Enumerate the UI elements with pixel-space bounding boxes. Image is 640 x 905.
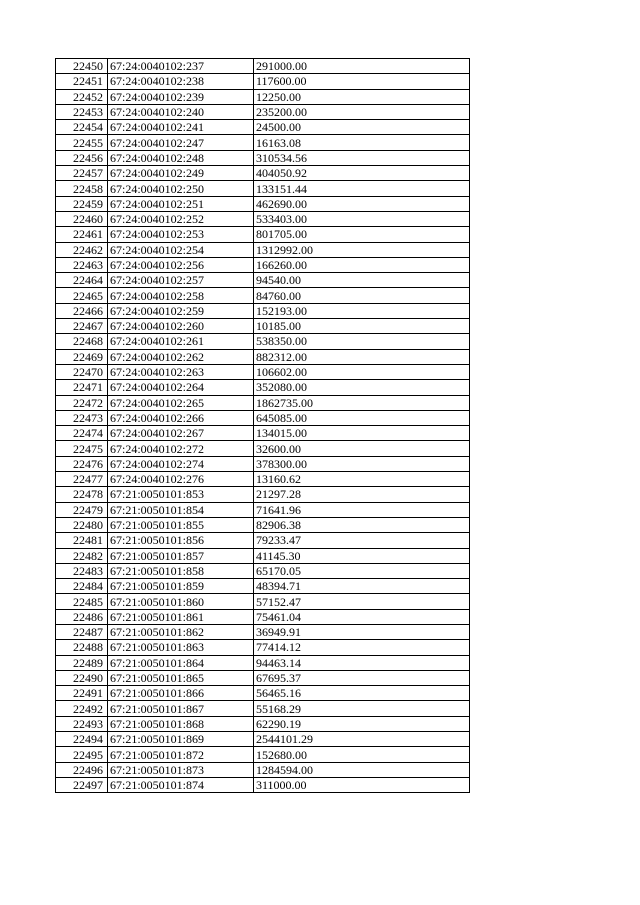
- value-cell: 378300.00: [254, 456, 470, 471]
- cadastral-number-cell: 67:21:0050101:858: [108, 563, 254, 578]
- cadastral-number-cell: 67:24:0040102:250: [108, 181, 254, 196]
- cadastral-number-cell: 67:21:0050101:861: [108, 609, 254, 624]
- value-cell: 65170.05: [254, 563, 470, 578]
- cadastral-number-cell: 67:21:0050101:869: [108, 732, 254, 747]
- row-number-cell: 22461: [56, 227, 108, 242]
- value-cell: 152680.00: [254, 747, 470, 762]
- table-row: [56, 410, 470, 425]
- table-row: [56, 441, 470, 456]
- cadastral-number-cell: 67:21:0050101:867: [108, 701, 254, 716]
- table-row: [56, 288, 470, 303]
- cadastral-number-cell: 67:24:0040102:241: [108, 120, 254, 135]
- row-number-cell: 22494: [56, 732, 108, 747]
- table-row: [56, 533, 470, 548]
- row-number-cell: 22487: [56, 624, 108, 639]
- table-row: [56, 380, 470, 395]
- table-row: [56, 609, 470, 624]
- row-number-cell: 22458: [56, 181, 108, 196]
- cadastral-number-cell: 67:24:0040102:249: [108, 166, 254, 181]
- value-cell: 645085.00: [254, 410, 470, 425]
- table-row: [56, 59, 470, 74]
- table-row: [56, 120, 470, 135]
- row-number-cell: 22454: [56, 120, 108, 135]
- value-cell: 55168.29: [254, 701, 470, 716]
- row-number-cell: 22459: [56, 196, 108, 211]
- row-number-cell: 22485: [56, 594, 108, 609]
- row-number-cell: 22495: [56, 747, 108, 762]
- table-row: [56, 196, 470, 211]
- value-cell: 77414.12: [254, 640, 470, 655]
- cadastral-number-cell: 67:21:0050101:863: [108, 640, 254, 655]
- cadastral-number-cell: 67:24:0040102:260: [108, 319, 254, 334]
- value-cell: 404050.92: [254, 166, 470, 181]
- row-number-cell: 22479: [56, 502, 108, 517]
- table-row: [56, 273, 470, 288]
- cadastral-number-cell: 67:21:0050101:866: [108, 686, 254, 701]
- table-row: [56, 349, 470, 364]
- table-row: [56, 104, 470, 119]
- table-row: [56, 686, 470, 701]
- cadastral-number-cell: 67:21:0050101:860: [108, 594, 254, 609]
- table-row: [56, 227, 470, 242]
- cadastral-number-cell: 67:24:0040102:264: [108, 380, 254, 395]
- table-row: [56, 487, 470, 502]
- table-row: [56, 211, 470, 226]
- value-cell: 882312.00: [254, 349, 470, 364]
- table-row: [56, 242, 470, 257]
- cadastral-number-cell: 67:21:0050101:854: [108, 502, 254, 517]
- value-cell: 235200.00: [254, 104, 470, 119]
- row-number-cell: 22462: [56, 242, 108, 257]
- table-row: [56, 548, 470, 563]
- cadastral-number-cell: 67:24:0040102:258: [108, 288, 254, 303]
- row-number-cell: 22482: [56, 548, 108, 563]
- value-cell: 2544101.29: [254, 732, 470, 747]
- table-row: [56, 594, 470, 609]
- cadastral-number-cell: 67:21:0050101:864: [108, 655, 254, 670]
- row-number-cell: 22497: [56, 777, 108, 792]
- value-cell: 67695.37: [254, 670, 470, 685]
- cadastral-number-cell: 67:24:0040102:272: [108, 441, 254, 456]
- row-number-cell: 22452: [56, 89, 108, 104]
- cadastral-number-cell: 67:24:0040102:237: [108, 59, 254, 74]
- value-cell: 75461.04: [254, 609, 470, 624]
- cadastral-number-cell: 67:24:0040102:240: [108, 104, 254, 119]
- row-number-cell: 22473: [56, 410, 108, 425]
- value-cell: 1312992.00: [254, 242, 470, 257]
- table-row: [56, 319, 470, 334]
- cadastral-number-cell: 67:24:0040102:247: [108, 135, 254, 150]
- cadastral-number-cell: 67:24:0040102:266: [108, 410, 254, 425]
- value-cell: 1862735.00: [254, 395, 470, 410]
- cadastral-number-cell: 67:24:0040102:251: [108, 196, 254, 211]
- value-cell: 352080.00: [254, 380, 470, 395]
- table-row: [56, 334, 470, 349]
- row-number-cell: 22472: [56, 395, 108, 410]
- row-number-cell: 22492: [56, 701, 108, 716]
- cadastral-number-cell: 67:24:0040102:267: [108, 426, 254, 441]
- value-cell: 82906.38: [254, 517, 470, 532]
- value-cell: 10185.00: [254, 319, 470, 334]
- table-row: [56, 624, 470, 639]
- row-number-cell: 22467: [56, 319, 108, 334]
- cadastral-number-cell: 67:24:0040102:257: [108, 273, 254, 288]
- table-row: [56, 257, 470, 272]
- value-cell: 117600.00: [254, 74, 470, 89]
- table-row: [56, 472, 470, 487]
- table-row: [56, 579, 470, 594]
- cadastral-number-cell: 67:24:0040102:259: [108, 303, 254, 318]
- value-cell: 84760.00: [254, 288, 470, 303]
- cadastral-number-cell: 67:21:0050101:872: [108, 747, 254, 762]
- row-number-cell: 22456: [56, 150, 108, 165]
- row-number-cell: 22489: [56, 655, 108, 670]
- table-row: [56, 563, 470, 578]
- cadastral-number-cell: 67:24:0040102:248: [108, 150, 254, 165]
- row-number-cell: 22464: [56, 273, 108, 288]
- value-cell: 62290.19: [254, 716, 470, 731]
- row-number-cell: 22493: [56, 716, 108, 731]
- cadastral-number-cell: 67:24:0040102:254: [108, 242, 254, 257]
- table-row: [56, 655, 470, 670]
- value-cell: 134015.00: [254, 426, 470, 441]
- table-row: [56, 670, 470, 685]
- value-cell: 106602.00: [254, 364, 470, 379]
- table-row: [56, 135, 470, 150]
- cadastral-number-cell: 67:21:0050101:874: [108, 777, 254, 792]
- cadastral-number-cell: 67:21:0050101:865: [108, 670, 254, 685]
- value-cell: 56465.16: [254, 686, 470, 701]
- row-number-cell: 22488: [56, 640, 108, 655]
- table-row: [56, 732, 470, 747]
- cadastral-number-cell: 67:24:0040102:263: [108, 364, 254, 379]
- value-cell: 21297.28: [254, 487, 470, 502]
- row-number-cell: 22496: [56, 762, 108, 777]
- cadastral-number-cell: 67:21:0050101:868: [108, 716, 254, 731]
- value-cell: 311000.00: [254, 777, 470, 792]
- value-cell: 71641.96: [254, 502, 470, 517]
- table-row: [56, 640, 470, 655]
- cadastral-number-cell: 67:21:0050101:859: [108, 579, 254, 594]
- row-number-cell: 22451: [56, 74, 108, 89]
- table-row: [56, 456, 470, 471]
- value-cell: 94463.14: [254, 655, 470, 670]
- cadastral-number-cell: 67:24:0040102:276: [108, 472, 254, 487]
- cadastral-number-cell: 67:21:0050101:856: [108, 533, 254, 548]
- value-cell: 1284594.00: [254, 762, 470, 777]
- table-row: [56, 777, 470, 792]
- value-cell: 291000.00: [254, 59, 470, 74]
- cadastral-number-cell: 67:24:0040102:252: [108, 211, 254, 226]
- table-row: [56, 150, 470, 165]
- row-number-cell: 22491: [56, 686, 108, 701]
- value-cell: 152193.00: [254, 303, 470, 318]
- value-cell: 462690.00: [254, 196, 470, 211]
- row-number-cell: 22460: [56, 211, 108, 226]
- row-number-cell: 22455: [56, 135, 108, 150]
- value-cell: 12250.00: [254, 89, 470, 104]
- value-cell: 310534.56: [254, 150, 470, 165]
- cadastral-number-cell: 67:24:0040102:253: [108, 227, 254, 242]
- row-number-cell: 22450: [56, 59, 108, 74]
- cadastral-number-cell: 67:21:0050101:853: [108, 487, 254, 502]
- table-row: [56, 426, 470, 441]
- cadastral-number-cell: 67:24:0040102:261: [108, 334, 254, 349]
- row-number-cell: 22453: [56, 104, 108, 119]
- table-row: [56, 762, 470, 777]
- records-table-body: [56, 59, 470, 793]
- value-cell: 57152.47: [254, 594, 470, 609]
- row-number-cell: 22471: [56, 380, 108, 395]
- row-number-cell: 22470: [56, 364, 108, 379]
- table-row: [56, 395, 470, 410]
- cadastral-number-cell: 67:24:0040102:238: [108, 74, 254, 89]
- cadastral-number-cell: 67:24:0040102:274: [108, 456, 254, 471]
- row-number-cell: 22475: [56, 441, 108, 456]
- value-cell: 36949.91: [254, 624, 470, 639]
- table-row: [56, 181, 470, 196]
- row-number-cell: 22466: [56, 303, 108, 318]
- row-number-cell: 22477: [56, 472, 108, 487]
- table-row: [56, 166, 470, 181]
- value-cell: 13160.62: [254, 472, 470, 487]
- value-cell: 94540.00: [254, 273, 470, 288]
- row-number-cell: 22474: [56, 426, 108, 441]
- value-cell: 538350.00: [254, 334, 470, 349]
- cadastral-number-cell: 67:24:0040102:256: [108, 257, 254, 272]
- value-cell: 133151.44: [254, 181, 470, 196]
- row-number-cell: 22457: [56, 166, 108, 181]
- row-number-cell: 22480: [56, 517, 108, 532]
- row-number-cell: 22483: [56, 563, 108, 578]
- cadastral-number-cell: 67:24:0040102:262: [108, 349, 254, 364]
- row-number-cell: 22484: [56, 579, 108, 594]
- table-row: [56, 716, 470, 731]
- cadastral-number-cell: 67:21:0050101:862: [108, 624, 254, 639]
- row-number-cell: 22478: [56, 487, 108, 502]
- table-row: [56, 517, 470, 532]
- value-cell: 48394.71: [254, 579, 470, 594]
- row-number-cell: 22463: [56, 257, 108, 272]
- table-row: [56, 303, 470, 318]
- cadastral-number-cell: 67:21:0050101:855: [108, 517, 254, 532]
- table-row: [56, 747, 470, 762]
- value-cell: 79233.47: [254, 533, 470, 548]
- value-cell: 533403.00: [254, 211, 470, 226]
- row-number-cell: 22468: [56, 334, 108, 349]
- row-number-cell: 22465: [56, 288, 108, 303]
- row-number-cell: 22490: [56, 670, 108, 685]
- cadastral-number-cell: 67:24:0040102:265: [108, 395, 254, 410]
- records-table: [55, 58, 470, 793]
- row-number-cell: 22481: [56, 533, 108, 548]
- value-cell: 41145.30: [254, 548, 470, 563]
- table-row: [56, 89, 470, 104]
- value-cell: 24500.00: [254, 120, 470, 135]
- value-cell: 801705.00: [254, 227, 470, 242]
- value-cell: 32600.00: [254, 441, 470, 456]
- row-number-cell: 22476: [56, 456, 108, 471]
- table-row: [56, 364, 470, 379]
- cadastral-number-cell: 67:24:0040102:239: [108, 89, 254, 104]
- cadastral-number-cell: 67:21:0050101:857: [108, 548, 254, 563]
- table-row: [56, 502, 470, 517]
- cadastral-number-cell: 67:21:0050101:873: [108, 762, 254, 777]
- row-number-cell: 22469: [56, 349, 108, 364]
- value-cell: 16163.08: [254, 135, 470, 150]
- table-row: [56, 74, 470, 89]
- table-row: [56, 701, 470, 716]
- value-cell: 166260.00: [254, 257, 470, 272]
- row-number-cell: 22486: [56, 609, 108, 624]
